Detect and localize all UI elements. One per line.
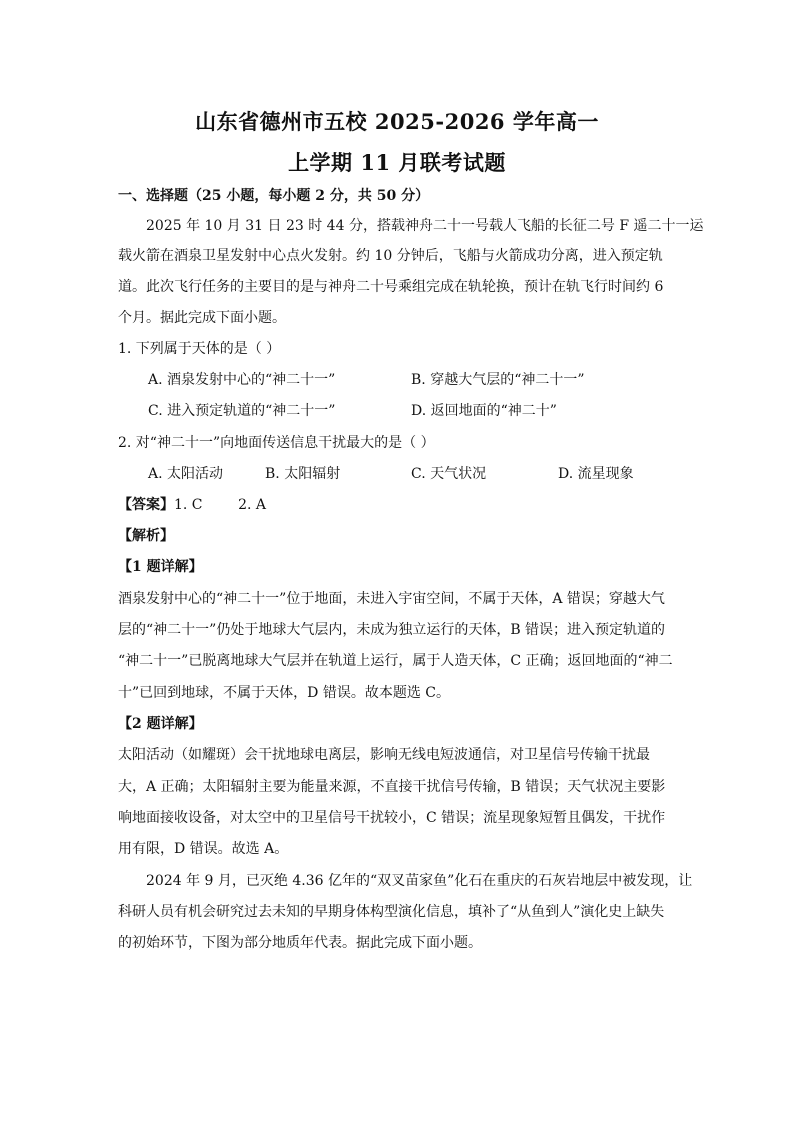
document-title-line1: 山东省德州市五校 2025-2026 学年高一	[195, 109, 599, 134]
passage2-line: 的初始环节，下图为部分地质年代表。据此完成下面小题。	[118, 935, 482, 951]
question-2-stem: 2. 对“神二十一”向地面传送信息干扰最大的是（ ）	[118, 435, 435, 451]
question-1-stem: 1. 下列属于天体的是（ ）	[118, 341, 281, 357]
question-1-option-a: A. 酒泉发射中心的“神二十一”	[148, 372, 336, 388]
question-2-option-b: B. 太阳辐射	[265, 466, 341, 482]
analysis-q1-line: 十”已回到地球，不属于天体，D 错误。故本题选 C。	[118, 685, 450, 701]
answer-line	[118, 495, 266, 515]
answer-text: 1. C 2. A	[174, 497, 267, 513]
document-title-line2: 上学期 11 月联考试题	[288, 150, 506, 175]
passage1-line: 载火箭在酒泉卫星发射中心点火发射。约 10 分钟后，飞船与火箭成功分离，进入预定轨	[118, 248, 663, 264]
passage1-line: 道。此次飞行任务的主要目的是与神舟二十号乘组完成在轨轮换，预计在轨飞行时间约 6	[118, 279, 664, 295]
question-1-option-c: C. 进入预定轨道的“神二十一”	[148, 403, 336, 419]
section-heading: 一、选择题（25 小题，每小题 2 分，共 50 分）	[118, 188, 430, 204]
analysis-q2-line: 太阳活动（如耀斑）会干扰地球电离层，影响无线电短波通信，对卫星信号传输干扰最	[118, 747, 650, 763]
passage2-line: 科研人员有机会研究过去未知的早期身体构型演化信息，填补了“从鱼到人”演化史上缺失	[118, 904, 665, 920]
question-1-option-d: D. 返回地面的“神二十”	[411, 403, 557, 419]
analysis-q2-line: 用有限，D 错误。故选 A。	[118, 841, 289, 857]
analysis-label: 【解析】	[118, 528, 174, 544]
analysis-q1-line: 层的“神二十一”仍处于地球大气层内，未成为独立运行的天体，B 错误；进入预定轨道的	[118, 622, 666, 638]
passage2-line: 2024 年 9 月，已灭绝 4.36 亿年的“双叉苗家鱼”化石在重庆的石灰岩地层中被发现，让	[146, 873, 693, 889]
question-1-option-b: B. 穿越大气层的“神二十一”	[411, 372, 585, 388]
analysis-q1-line: 酒泉发射中心的“神二十一”位于地面，未进入宇宙空间，不属于天体，A 错误；穿越大气	[118, 591, 665, 607]
analysis-q1-line: “神二十一”已脱离地球大气层并在轨道上运行，属于人造天体，C 正确；返回地面的“神二	[118, 653, 673, 669]
analysis-q1-label: 【1 题详解】	[118, 559, 203, 575]
passage1-line: 2025 年 10 月 31 日 23 时 44 分，搭载神舟二十一号载人飞船的长征二号 F 遥二十一运	[146, 218, 704, 234]
question-2-option-d: D. 流星现象	[558, 466, 634, 482]
analysis-q2-line: 响地面接收设备，对太空中的卫星信号干扰较小，C 错误；流星现象短暂且偶发，干扰作	[118, 810, 666, 826]
question-2-option-c: C. 天气状况	[411, 466, 487, 482]
analysis-q2-line: 大，A 正确；太阳辐射主要为能量来源，不直接干扰信号传输，B 错误；天气状况主要影	[118, 779, 666, 795]
analysis-q2-label: 【2 题详解】	[118, 716, 203, 732]
answer-label: 【答案】	[118, 497, 174, 513]
passage1-line: 个月。据此完成下面小题。	[118, 310, 286, 326]
question-2-option-a: A. 太阳活动	[148, 466, 224, 482]
